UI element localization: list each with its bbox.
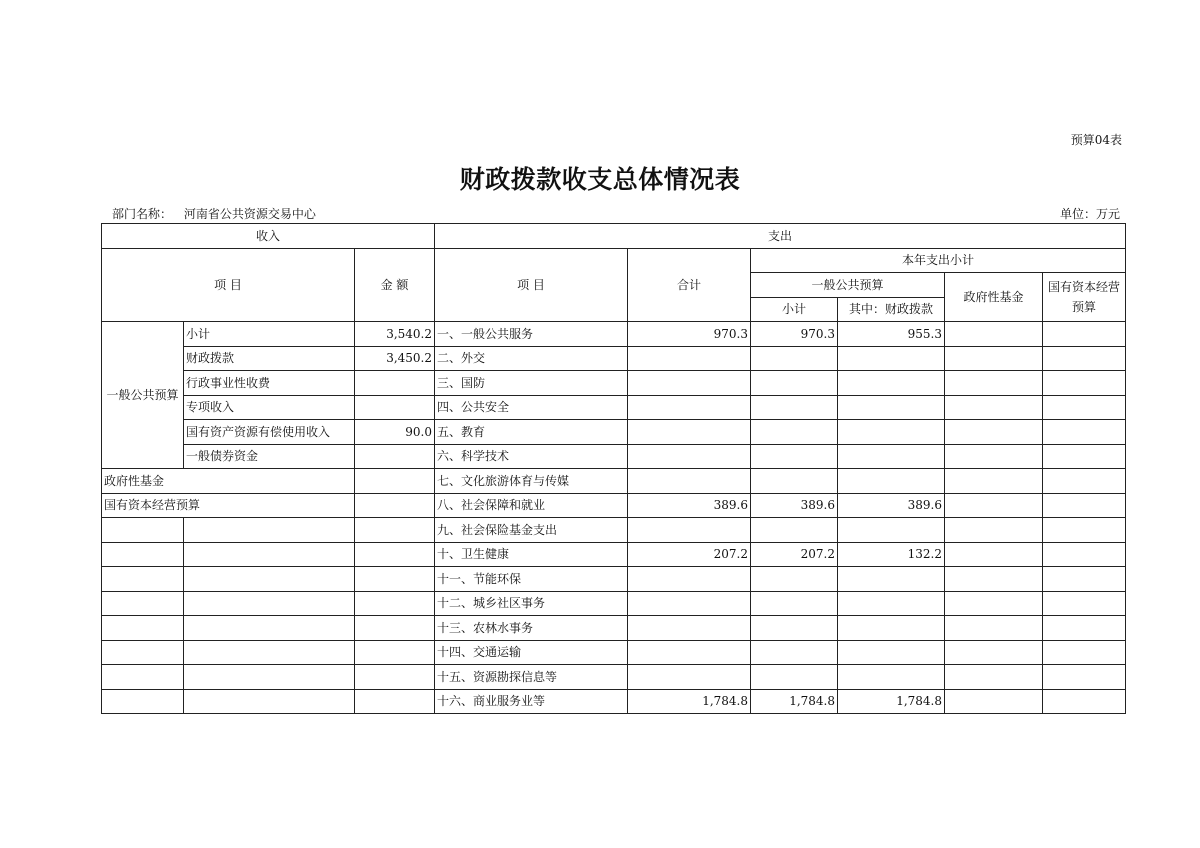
income-blank-a <box>102 591 184 616</box>
table-row <box>102 640 1126 665</box>
expense-subtotal <box>751 591 838 616</box>
expense-state-capital <box>1043 469 1126 494</box>
income-group-general: 一般公共预算 <box>102 322 184 469</box>
expense-item-name: 十一、节能环保 <box>435 567 628 592</box>
table-row <box>102 444 1126 469</box>
expense-item-name: 十、卫生健康 <box>435 542 628 567</box>
expense-total <box>628 567 751 592</box>
expense-subtotal <box>751 395 838 420</box>
income-item-amount: 90.0 <box>355 420 435 445</box>
expense-item-name: 十三、农林水事务 <box>435 616 628 641</box>
expense-item-name: 十五、资源勘探信息等 <box>435 665 628 690</box>
expense-fiscal: 1,784.8 <box>838 689 945 714</box>
income-blank-b <box>184 616 355 641</box>
expense-subtotal <box>751 371 838 396</box>
table-row <box>102 616 1126 641</box>
expense-gov-fund <box>945 493 1043 518</box>
expense-state-capital <box>1043 518 1126 543</box>
expense-total <box>628 420 751 445</box>
gov-fund-header: 政府性基金 <box>945 273 1043 322</box>
unit-label: 单位：万元 <box>1059 207 1120 221</box>
expense-state-capital <box>1043 689 1126 714</box>
income-blank-a <box>102 616 184 641</box>
income-item-name: 一般债券资金 <box>184 444 355 469</box>
income-blank-b <box>184 542 355 567</box>
expense-gov-fund <box>945 689 1043 714</box>
expense-item-name: 四、公共安全 <box>435 395 628 420</box>
expense-fiscal <box>838 640 945 665</box>
table-row <box>102 371 1126 396</box>
expense-fiscal: 955.3 <box>838 322 945 347</box>
income-blank-b <box>184 689 355 714</box>
income-blank-amount <box>355 518 435 543</box>
income-state-capital: 国有资本经营预算 <box>102 493 355 518</box>
expense-total <box>628 591 751 616</box>
expense-total <box>628 469 751 494</box>
expense-subtotal <box>751 518 838 543</box>
income-blank-amount <box>355 665 435 690</box>
expense-state-capital <box>1043 346 1126 371</box>
expense-state-capital <box>1043 616 1126 641</box>
expense-fiscal <box>838 665 945 690</box>
income-blank-a <box>102 640 184 665</box>
table-row <box>102 322 1126 347</box>
expense-subtotal <box>751 616 838 641</box>
income-blank-amount <box>355 591 435 616</box>
expense-state-capital <box>1043 591 1126 616</box>
income-item-amount <box>355 395 435 420</box>
expense-total <box>628 518 751 543</box>
table-row <box>102 689 1126 714</box>
income-blank-amount <box>355 640 435 665</box>
income-blank-a <box>102 567 184 592</box>
expense-header: 支出 <box>435 224 1126 249</box>
income-item-name: 行政事业性收费 <box>184 371 355 396</box>
expense-state-capital <box>1043 395 1126 420</box>
expense-total <box>628 444 751 469</box>
expense-total: 389.6 <box>628 493 751 518</box>
income-blank-amount <box>355 616 435 641</box>
income-gov-fund-amount <box>355 469 435 494</box>
expense-total: 207.2 <box>628 542 751 567</box>
general-budget-header: 一般公共预算 <box>751 273 945 298</box>
expense-gov-fund <box>945 322 1043 347</box>
expense-gov-fund <box>945 616 1043 641</box>
income-blank-a <box>102 665 184 690</box>
income-blank-b <box>184 665 355 690</box>
expense-state-capital <box>1043 665 1126 690</box>
state-capital-header: 国有资本经营预算 <box>1043 273 1126 322</box>
income-blank-a <box>102 689 184 714</box>
income-blank-a <box>102 518 184 543</box>
expense-item-name: 九、社会保险基金支出 <box>435 518 628 543</box>
expense-fiscal <box>838 469 945 494</box>
expense-gov-fund <box>945 665 1043 690</box>
expense-item-name: 十二、城乡社区事务 <box>435 591 628 616</box>
expense-gov-fund <box>945 591 1043 616</box>
income-state-capital-amount <box>355 493 435 518</box>
expense-fiscal <box>838 591 945 616</box>
department-line <box>112 205 316 222</box>
expense-fiscal <box>838 616 945 641</box>
expense-subtotal <box>751 640 838 665</box>
expense-gov-fund <box>945 469 1043 494</box>
subtotal-header: 小计 <box>751 297 838 322</box>
expense-total <box>628 395 751 420</box>
expense-fiscal: 132.2 <box>838 542 945 567</box>
expense-gov-fund <box>945 346 1043 371</box>
expense-gov-fund <box>945 518 1043 543</box>
expense-state-capital <box>1043 640 1126 665</box>
table-row <box>102 493 1126 518</box>
income-header: 收入 <box>102 224 435 249</box>
budget-table <box>101 223 1126 714</box>
table-row <box>102 420 1126 445</box>
expense-state-capital <box>1043 493 1126 518</box>
expense-total: 970.3 <box>628 322 751 347</box>
expense-state-capital <box>1043 567 1126 592</box>
expense-total: 1,784.8 <box>628 689 751 714</box>
expense-subtotal: 207.2 <box>751 542 838 567</box>
expense-total <box>628 616 751 641</box>
income-item-amount: 3,450.2 <box>355 346 435 371</box>
table-row <box>102 567 1126 592</box>
fiscal-header: 其中：财政拨款 <box>838 297 945 322</box>
income-blank-b <box>184 591 355 616</box>
income-blank-amount <box>355 542 435 567</box>
table-row <box>102 591 1126 616</box>
form-number: 预算04表 <box>1070 133 1122 147</box>
expense-item-name: 六、科学技术 <box>435 444 628 469</box>
expense-fiscal <box>838 518 945 543</box>
expense-fiscal <box>838 371 945 396</box>
expense-fiscal <box>838 444 945 469</box>
income-amount-header: 金 额 <box>355 248 435 322</box>
table-row <box>102 346 1126 371</box>
expense-item-name: 十四、交通运输 <box>435 640 628 665</box>
expense-fiscal <box>838 346 945 371</box>
expense-total <box>628 371 751 396</box>
expense-fiscal <box>838 567 945 592</box>
expense-item-name: 三、国防 <box>435 371 628 396</box>
table-row <box>102 518 1126 543</box>
expense-item-name: 一、一般公共服务 <box>435 322 628 347</box>
expense-subtotal: 1,784.8 <box>751 689 838 714</box>
expense-fiscal: 389.6 <box>838 493 945 518</box>
expense-subtotal: 970.3 <box>751 322 838 347</box>
department-label: 部门名称： <box>112 207 173 221</box>
expense-gov-fund <box>945 371 1043 396</box>
income-blank-a <box>102 542 184 567</box>
income-item-amount <box>355 371 435 396</box>
expense-item-header: 项 目 <box>435 248 628 322</box>
expense-item-name: 八、社会保障和就业 <box>435 493 628 518</box>
income-item-name: 财政拨款 <box>184 346 355 371</box>
expense-total-header: 合计 <box>628 248 751 322</box>
expense-fiscal <box>838 395 945 420</box>
expense-item-name: 五、教育 <box>435 420 628 445</box>
income-blank-b <box>184 518 355 543</box>
expense-total <box>628 665 751 690</box>
income-blank-amount <box>355 567 435 592</box>
expense-state-capital <box>1043 322 1126 347</box>
expense-gov-fund <box>945 542 1043 567</box>
expense-gov-fund <box>945 395 1043 420</box>
expense-subtotal <box>751 567 838 592</box>
income-item-amount: 3,540.2 <box>355 322 435 347</box>
expense-subtotal <box>751 469 838 494</box>
table-row <box>102 542 1126 567</box>
expense-state-capital <box>1043 444 1126 469</box>
expense-gov-fund <box>945 640 1043 665</box>
expense-item-name: 十六、商业服务业等 <box>435 689 628 714</box>
income-blank-b <box>184 567 355 592</box>
table-row <box>102 395 1126 420</box>
table-row <box>102 665 1126 690</box>
income-item-name: 国有资产资源有偿使用收入 <box>184 420 355 445</box>
page-title: 财政拨款收支总体情况表 <box>459 165 741 194</box>
income-gov-fund: 政府性基金 <box>102 469 355 494</box>
expense-gov-fund <box>945 444 1043 469</box>
income-blank-b <box>184 640 355 665</box>
income-item-name: 专项收入 <box>184 395 355 420</box>
income-item-header: 项 目 <box>102 248 355 322</box>
department-name: 河南省公共资源交易中心 <box>183 207 316 221</box>
table-row <box>102 469 1126 494</box>
expense-total <box>628 346 751 371</box>
expense-gov-fund <box>945 567 1043 592</box>
expense-item-name: 二、外交 <box>435 346 628 371</box>
expense-item-name: 七、文化旅游体育与传媒 <box>435 469 628 494</box>
income-item-amount <box>355 444 435 469</box>
expense-subtotal <box>751 444 838 469</box>
expense-subtotal: 389.6 <box>751 493 838 518</box>
income-item-name: 小计 <box>184 322 355 347</box>
expense-fiscal <box>838 420 945 445</box>
current-subtotal-header: 本年支出小计 <box>751 248 1126 273</box>
expense-gov-fund <box>945 420 1043 445</box>
expense-state-capital <box>1043 420 1126 445</box>
expense-subtotal <box>751 665 838 690</box>
expense-subtotal <box>751 346 838 371</box>
income-blank-amount <box>355 689 435 714</box>
expense-state-capital <box>1043 371 1126 396</box>
expense-total <box>628 640 751 665</box>
expense-state-capital <box>1043 542 1126 567</box>
expense-subtotal <box>751 420 838 445</box>
